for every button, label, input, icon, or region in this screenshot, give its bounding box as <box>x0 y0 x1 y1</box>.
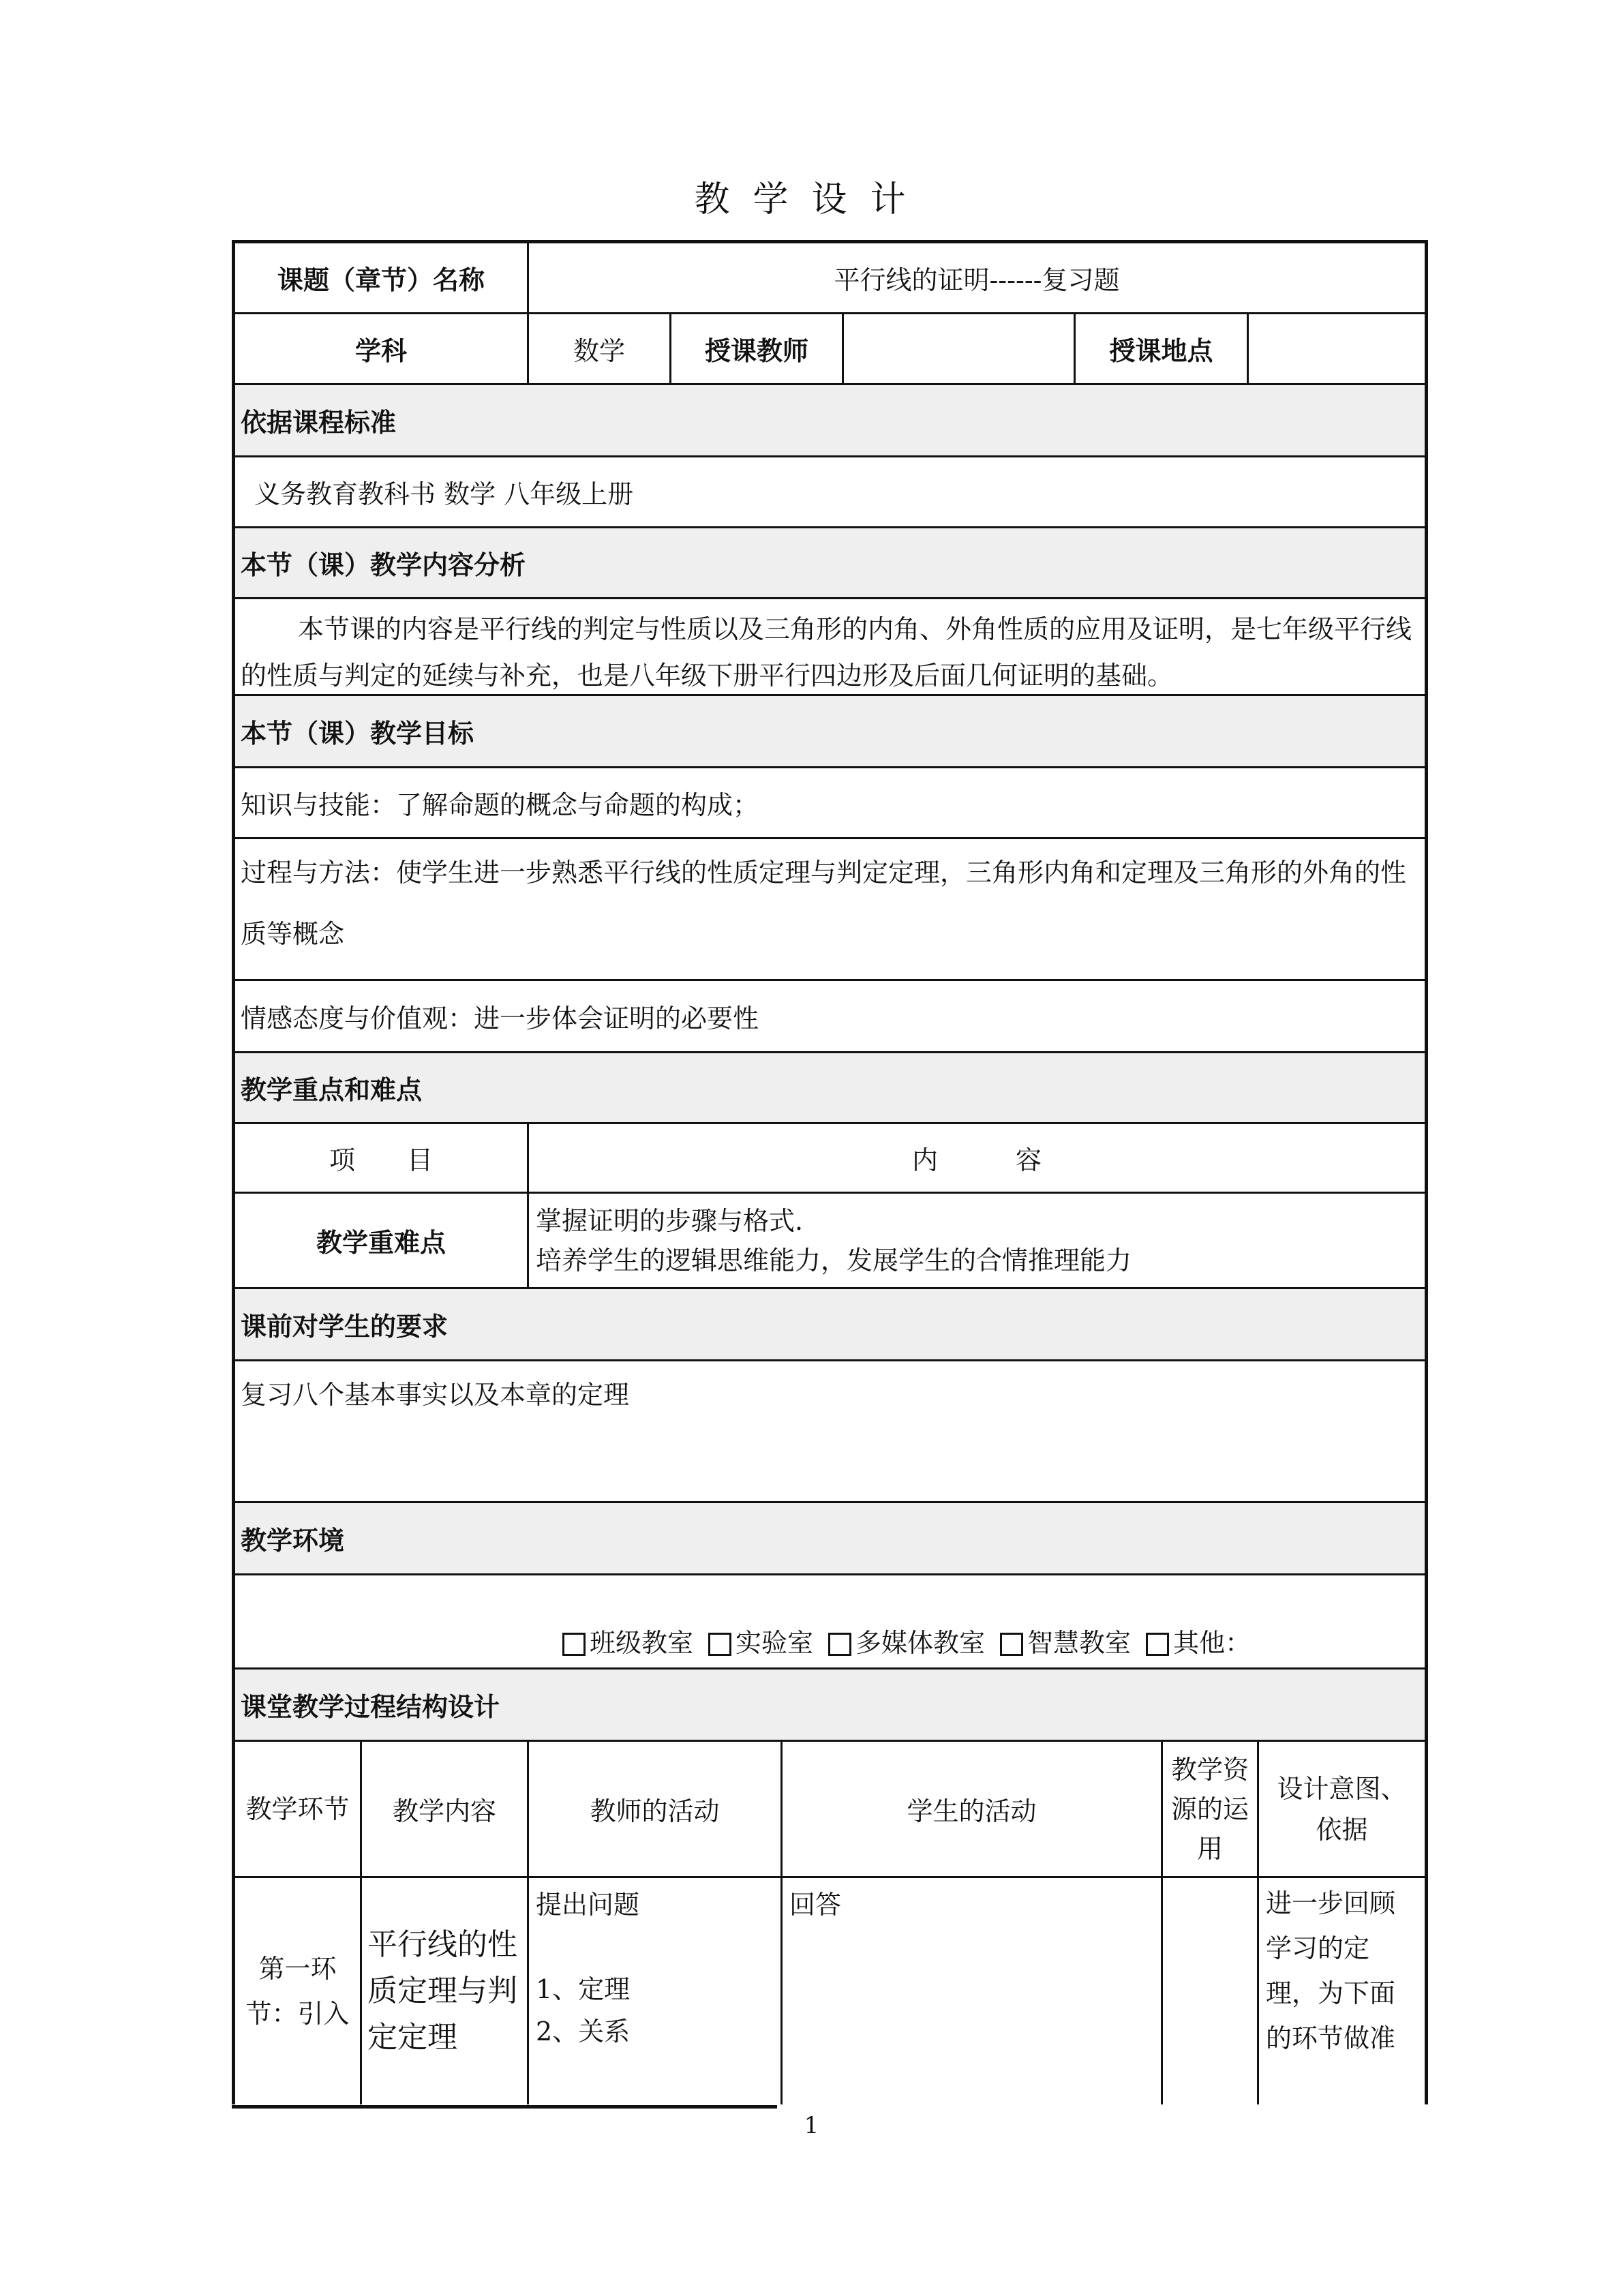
table-bottom-border <box>232 2105 777 2109</box>
standard-text: 义务教育教科书 数学 八年级上册 <box>235 457 1425 528</box>
subject-label: 学科 <box>235 314 529 383</box>
key-points-label: 教学重难点 <box>235 1194 529 1287</box>
analysis-heading: 本节（课）教学内容分析 <box>235 528 1425 599</box>
key-points-row <box>235 1194 1425 1289</box>
process-student: 回答 <box>783 1878 1163 2104</box>
process-row-1 <box>235 1878 1425 2104</box>
process-resource <box>1163 1878 1259 2104</box>
environment-option[interactable] <box>562 1622 693 1659</box>
goals-heading: 本节（课）教学目标 <box>235 696 1425 768</box>
key-points-col-item: 项 目 <box>235 1124 529 1192</box>
environment-row <box>235 1575 1425 1670</box>
environment-options <box>235 1622 1266 1659</box>
process-col-intent: 设计意图、依据 <box>1277 1773 1407 1845</box>
option-label: 实验室 <box>735 1628 814 1658</box>
teacher-label: 授课教师 <box>671 314 844 383</box>
key-points-heading: 教学重点和难点 <box>235 1053 1425 1124</box>
checkbox-icon <box>562 1633 586 1656</box>
checkbox-icon <box>1000 1633 1023 1656</box>
goal-emotion: 情感态度与价值观：进一步体会证明的必要性 <box>235 981 1425 1053</box>
option-label: 班级教室 <box>590 1628 694 1658</box>
process-col-teacher: 教师的活动 <box>529 1742 783 1876</box>
checkbox-icon <box>708 1633 731 1656</box>
key-point-line: 培养学生的逻辑思维能力，发展学生的合情推理能力 <box>536 1245 1132 1275</box>
pre-class-heading: 课前对学生的要求 <box>235 1289 1425 1361</box>
process-col-student: 学生的活动 <box>783 1742 1163 1876</box>
goal-process-row <box>235 839 1425 981</box>
environment-heading: 教学环境 <box>235 1503 1425 1575</box>
document-title: 教学设计 <box>694 179 929 220</box>
checkbox-icon <box>1146 1633 1169 1656</box>
process-intent: 进一步回顾学习的定理，为下面的环节做准 <box>1266 1888 1396 2053</box>
process-col-content: 教学内容 <box>362 1742 529 1876</box>
environment-option[interactable] <box>1146 1622 1251 1659</box>
process-col-stage: 教学环节 <box>235 1742 362 1876</box>
standard-heading: 依据课程标准 <box>235 385 1425 457</box>
course-label: 课题（章节）名称 <box>235 243 529 312</box>
key-point-line: 掌握证明的步骤与格式. <box>536 1205 804 1236</box>
lesson-plan-table <box>232 240 1428 2104</box>
teacher-line: 提出问题 <box>536 1890 640 1920</box>
environment-option[interactable] <box>708 1622 813 1659</box>
location-label: 授课地点 <box>1076 314 1249 383</box>
process-stage: 第一环节：引入 <box>235 1878 362 2104</box>
subject-value: 数学 <box>529 314 671 383</box>
environment-option[interactable] <box>1000 1622 1131 1659</box>
option-label: 多媒体教室 <box>855 1628 986 1658</box>
goal-process: 过程与方法：使学生进一步熟悉平行线的性质定理与判定定理，三角形内角和定理及三角形的外角的性质等概念 <box>241 858 1407 949</box>
pre-class-row <box>235 1361 1425 1503</box>
option-label: 智慧教室 <box>1027 1628 1132 1658</box>
checkbox-icon <box>828 1633 851 1656</box>
analysis-text: 本节课的内容是平行线的判定与性质以及三角形的内角、外角性质的应用及证明，是七年级平行线的性质与判定的延续与补充，也是八年级下册平行四边形及后面几何证明的基础。 <box>241 614 1412 691</box>
option-label: 其他： <box>1173 1628 1252 1658</box>
key-points-content <box>529 1194 1425 1287</box>
location-value <box>1249 314 1425 383</box>
teacher-line: 1、定理 <box>536 1974 631 2004</box>
environment-option[interactable] <box>828 1622 985 1659</box>
course-value: 平行线的证明------复习题 <box>834 265 1120 295</box>
process-heading: 课堂教学过程结构设计 <box>235 1670 1425 1742</box>
key-points-header-row <box>235 1124 1425 1194</box>
teacher-value <box>844 314 1076 383</box>
analysis-row <box>235 599 1425 696</box>
key-points-col-content: 内 容 <box>911 1145 1042 1175</box>
teacher-line: 2、关系 <box>536 2016 631 2046</box>
process-content: 平行线的性质定理与判定定理 <box>362 1878 529 2104</box>
process-header-row <box>235 1742 1425 1878</box>
pre-class-text: 复习八个基本事实以及本章的定理 <box>241 1380 630 1410</box>
page-number: 1 <box>804 2112 819 2139</box>
process-col-resource: 教学资源的运用 <box>1163 1742 1259 1876</box>
course-row <box>235 243 1425 314</box>
subject-row <box>235 314 1425 385</box>
process-teacher <box>529 1878 783 2104</box>
goal-knowledge: 知识与技能：了解命题的概念与命题的构成； <box>235 768 1425 839</box>
